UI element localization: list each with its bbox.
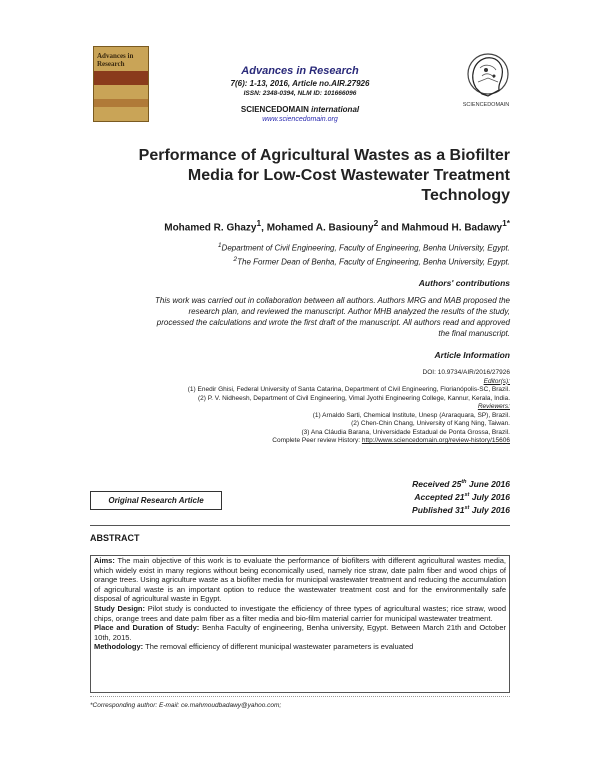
abstract-section [91, 604, 509, 623]
author-name: Mohamed R. Ghazy [164, 222, 257, 234]
reviewer-entry: (1) Arnaldo Sarti, Chemical Institute, Unesp (Araraquara, SP), Brazil. [312, 411, 510, 419]
affiliations [100, 240, 510, 267]
cover-band-lower [94, 99, 148, 107]
journal-name: Advances in Research [241, 65, 359, 77]
publisher-name: SCIENCEDOMAIN [240, 105, 309, 114]
review-history [100, 437, 510, 446]
contrib-line: research plan, and reviewed the manuscript. Author MHB analyzed the results of the study, [188, 307, 510, 316]
cover-band [94, 71, 148, 85]
date-text: Accepted 21 [414, 491, 465, 502]
logo-label: SCIENCEDOMAIN [462, 102, 510, 108]
author-affil-mark: 2 [373, 218, 379, 228]
affiliation [100, 240, 510, 254]
date-text: July 2016 [469, 491, 510, 502]
reviewer-entry: (3) Ana Cláudia Barana, Universidade Estadual de Ponta Grossa, Brazil. [301, 428, 510, 436]
divider [90, 525, 510, 526]
reviewer-entry: (2) Chen-Chin Chang, University of Kang Ning, Taiwan. [351, 420, 510, 427]
date-text: Published 31 [412, 504, 465, 515]
date-text: July 2016 [469, 504, 510, 515]
section-label: Aims: [94, 556, 115, 565]
abstract-section [91, 623, 509, 642]
author-name: Mohamed A. Basiouny [266, 222, 374, 234]
date-published [340, 503, 510, 516]
reviewers-label: Reviewers: [477, 403, 510, 410]
journal-cover-image [93, 46, 149, 122]
article-info [100, 369, 510, 446]
date-ordinal: st [464, 491, 470, 498]
corresponding-author-footnote: *Corresponding author: E-mail: ce.mahmoudbadawy@yahoo.com; [90, 702, 282, 709]
abstract-section [91, 556, 509, 604]
section-text: Benha Faculty of engineering, Benha university, Egypt. Between March 21th and October 10th, 2015. [94, 623, 506, 642]
doi[interactable]: DOI: 10.9734/AIR/2016/27926 [422, 369, 510, 376]
contrib-line: the final manuscript. [438, 329, 510, 338]
history-label: Complete Peer review History: [272, 437, 362, 444]
publisher-suffix: international [308, 105, 360, 114]
abstract-section [91, 642, 509, 652]
contributions-text [100, 295, 510, 339]
date-text: June 2016 [466, 478, 510, 489]
publication-dates [340, 477, 510, 515]
date-received [340, 477, 510, 490]
date-ordinal: st [464, 504, 470, 511]
affil-mark: 1 [217, 242, 222, 249]
affil-text: The Former Dean of Benha, Faculty of Engineering, Benha University, Egypt. [237, 257, 510, 267]
section-text: Pilot study is conducted to investigate the efficiency of three types of agricultural wastes; rice straw, wood chips, orange trees and date palm fiber as a filter media and bio-film material carrier for municipal wastewater treatment. [94, 603, 506, 623]
author-name: Mahmoud H. Badawy [401, 222, 503, 234]
volume-line: 7(6): 1-13, 2016, Article no.AIR.27926 [230, 79, 370, 88]
affil-text: Department of Civil Engineering, Faculty of Engineering, Benha University, Egypt. [221, 243, 510, 253]
publisher-website[interactable]: www.sciencedomain.org [262, 116, 338, 123]
editor-entry: (2) P. V. Nidheesh, Department of Civil Engineering, Vimal Jyothi Engineering College, Kannur, Kerala, India. [197, 394, 510, 402]
issn-line: ISSN: 2348-0394, NLM ID: 101666096 [243, 90, 357, 97]
history-link[interactable]: http://www.sciencedomain.org/review-history/15606 [361, 437, 510, 444]
publisher-logo-icon [458, 48, 514, 108]
title-line: Performance of Agricultural Wastes as a Biofilter [138, 147, 510, 164]
abstract-box [90, 555, 510, 693]
section-text: The main objective of this work is to evaluate the performance of biofilters with different agricultural wastes media, which widely exist in many regions without being economically used, namely rice straw, date palm fiber and wood chips of orange trees. Using agriculture waste as a biofilter media for municipal wastewater treatment and reducing the accumulation of agricultural waste is an important option to reduce the wastewater treatment cost and for the environmentally safe disposal of agricultural waste in Egypt. [94, 556, 506, 604]
section-label: Methodology: [94, 642, 144, 652]
contrib-line: processed the calculations and wrote the first draft of the manuscript. All authors read and approved [156, 318, 510, 327]
article-info-heading: Article Information [434, 350, 510, 360]
title-line: Media for Low-Cost Wastewater Treatment [187, 167, 510, 184]
date-ordinal: th [461, 479, 467, 485]
cover-title: Advances in Research [97, 52, 134, 68]
publisher-line [170, 104, 430, 115]
affil-mark: 2 [233, 255, 238, 263]
title-line: Technology [421, 187, 510, 204]
editor-entry: (1) Enedir Ghisi, Federal University of Santa Catarina, Department of Civil Engineering, Florianópolis-SC, Brazil. [187, 386, 510, 393]
editors-label: Editor(s): [483, 377, 510, 385]
contributions-heading: Authors' contributions [418, 278, 510, 288]
author-affil-mark: 1* [502, 218, 510, 228]
footnote-divider [90, 696, 510, 697]
paper-title [100, 146, 510, 206]
section-text: The removal efficiency of different municipal wastewater parameters is evaluated [143, 642, 414, 652]
author-affil-mark: 1 [256, 218, 262, 228]
date-accepted [340, 490, 510, 503]
author-list: Mohamed R. Ghazy$^1$, Mohamed A. Basiouny$^2$ and Mahmoud H. Badawy$^{1*}$ [164, 218, 510, 234]
date-text: Received 25 [412, 478, 462, 489]
section-label: Study Design: [94, 603, 146, 613]
affiliation [100, 254, 510, 268]
section-label: Place and Duration of Study: [94, 623, 200, 633]
contrib-line: This work was carried out in collaboration between all authors. Authors MRG and MAB proposed the [155, 296, 510, 305]
journal-header [170, 64, 430, 124]
article-type-box: Original Research Article [90, 491, 222, 510]
abstract-heading: ABSTRACT [90, 533, 140, 543]
